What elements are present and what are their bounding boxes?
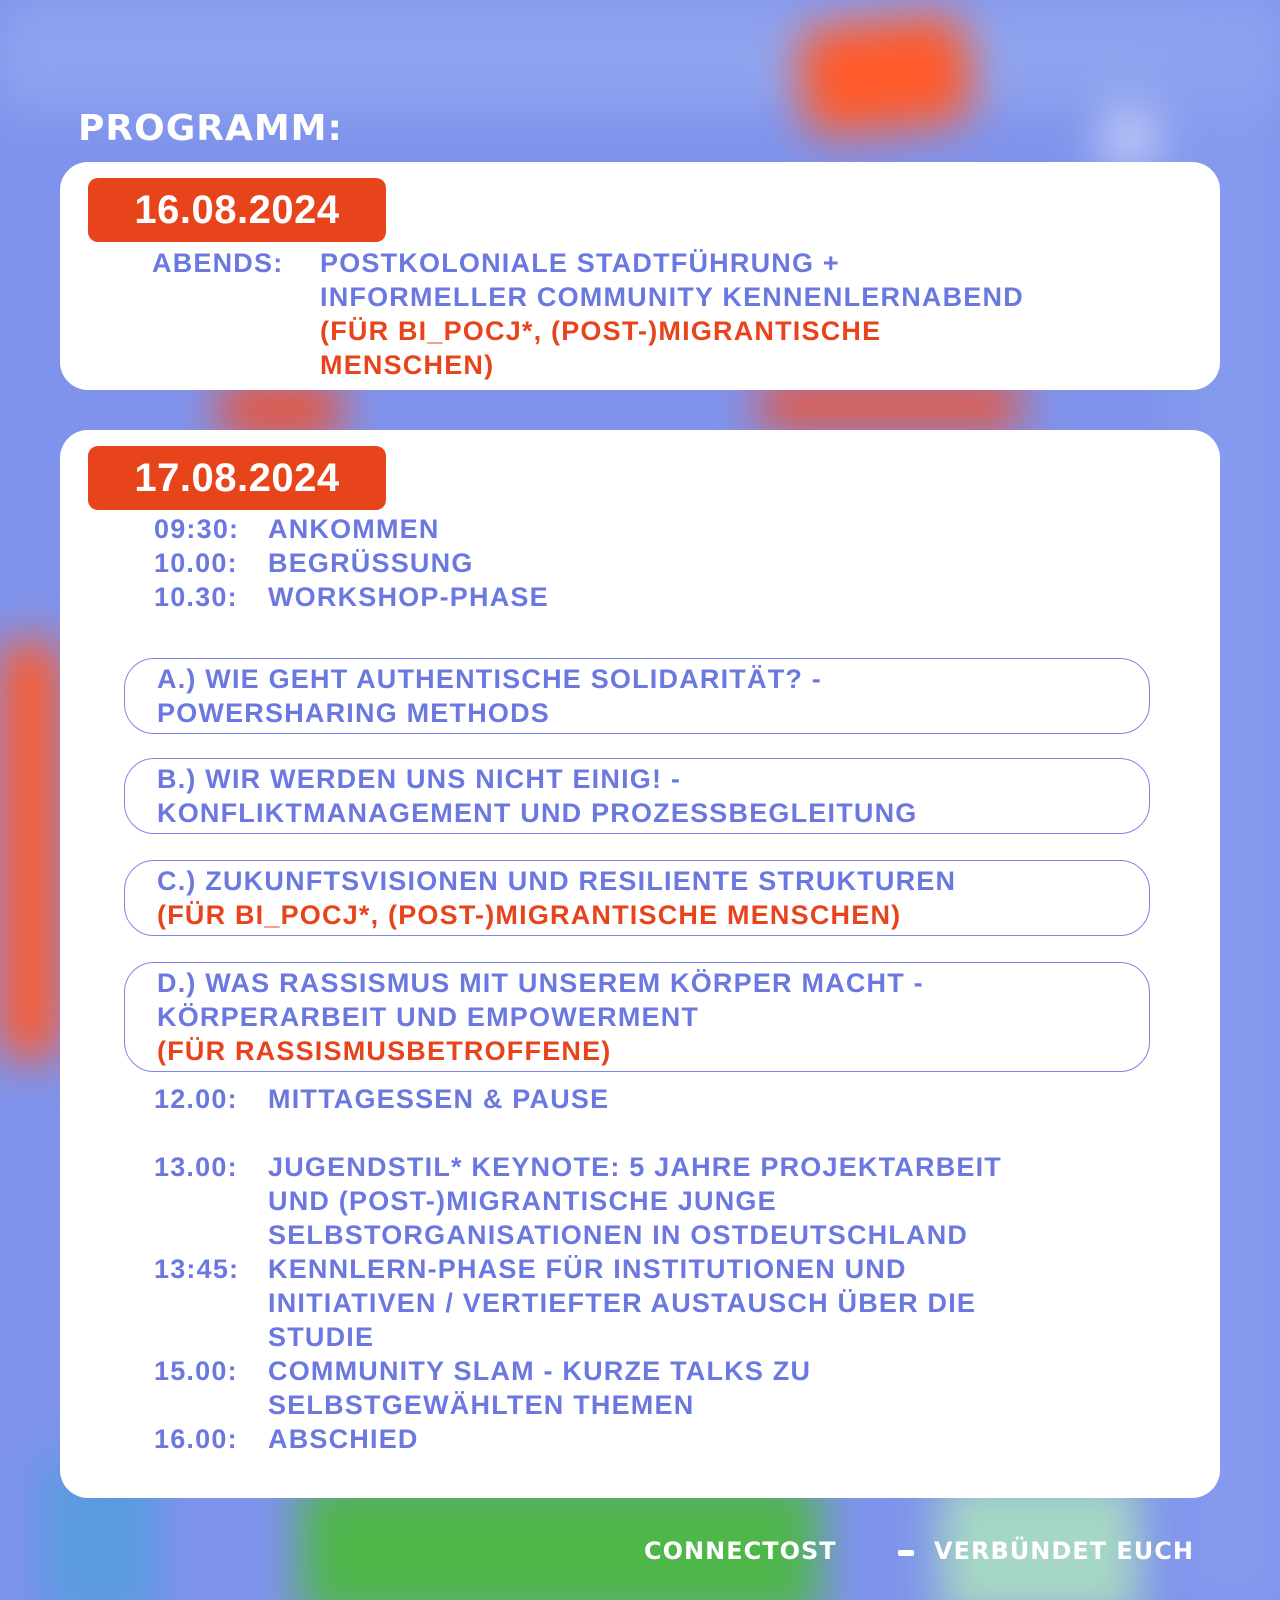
day2-card <box>60 430 1220 1498</box>
workshop-d-line2: KÖRPERARBEIT UND EMPOWERMENT <box>157 1002 700 1032</box>
schedule-time: 10.30: <box>154 582 238 612</box>
kennlern-line3: STUDIE <box>268 1322 375 1352</box>
day1-line2: INFORMELLER COMMUNITY KENNENLERNABEND <box>320 282 1024 312</box>
keynote-line1: JUGENDSTIL* KEYNOTE: 5 JAHRE PROJEKTARBEIT <box>268 1152 1002 1182</box>
day1-note-line1: (FÜR BI_POCJ*, (POST-)MIGRANTISCHE <box>320 316 882 346</box>
day1-note-line2: MENSCHEN) <box>320 350 495 380</box>
footer-brand: CONNECTOST <box>644 1537 837 1565</box>
page-title: PROGRAMM: <box>78 108 343 149</box>
workshop-a <box>124 658 1150 734</box>
workshop-b-line2: KONFLIKTMANAGEMENT UND PROZESSBEGLEITUNG <box>157 798 918 828</box>
schedule-time: 12.00: <box>154 1084 238 1114</box>
kennlern-line1: KENNLERN-PHASE FÜR INSTITUTIONEN UND <box>268 1254 907 1284</box>
footer-separator <box>898 1550 914 1556</box>
footer-slogan: VERBÜNDET EUCH <box>934 1537 1194 1565</box>
workshop-d-note: (FÜR RASSISMUSBETROFFENE) <box>157 1036 612 1066</box>
workshop-d-line1: D.) WAS RASSISMUS MIT UNSEREM KÖRPER MACHT - <box>157 968 924 998</box>
schedule-time: 15.00: <box>154 1356 238 1386</box>
workshop-c <box>124 860 1150 936</box>
workshop-a-line1: A.) WIE GEHT AUTHENTISCHE SOLIDARITÄT? - <box>157 664 822 694</box>
schedule-text: WORKSHOP-PHASE <box>268 582 549 612</box>
workshop-b <box>124 758 1150 834</box>
day2-date-badge: 17.08.2024 <box>88 446 386 510</box>
schedule-text: ANKOMMEN <box>268 514 440 544</box>
slam-line1: COMMUNITY SLAM - KURZE TALKS ZU <box>268 1356 812 1386</box>
workshop-b-line1: B.) WIR WERDEN UNS NICHT EINIG! - <box>157 764 682 794</box>
day1-card <box>60 162 1220 390</box>
schedule-text: MITTAGESSEN & PAUSE <box>268 1084 610 1114</box>
workshop-d <box>124 962 1150 1072</box>
day1-time: ABENDS: <box>152 248 284 278</box>
slam-line2: SELBSTGEWÄHLTEN THEMEN <box>268 1390 695 1420</box>
workshop-a-line2: POWERSHARING METHODS <box>157 698 551 728</box>
day1-line1: POSTKOLONIALE STADTFÜHRUNG + <box>320 248 840 278</box>
workshop-c-line1: C.) ZUKUNFTSVISIONEN UND RESILIENTE STRUKTUREN <box>157 866 957 896</box>
schedule-text: ABSCHIED <box>268 1424 419 1454</box>
schedule-time: 09:30: <box>154 514 240 544</box>
kennlern-line2: INITIATIVEN / VERTIEFTER AUSTAUSCH ÜBER DIE <box>268 1288 977 1318</box>
workshop-c-note: (FÜR BI_POCJ*, (POST-)MIGRANTISCHE MENSCHEN) <box>157 900 902 930</box>
schedule-time: 10.00: <box>154 548 238 578</box>
schedule-time: 16.00: <box>154 1424 238 1454</box>
schedule-time: 13.00: <box>154 1152 238 1182</box>
day1-date-badge: 16.08.2024 <box>88 178 386 242</box>
schedule-time: 13:45: <box>154 1254 240 1284</box>
schedule-text: BEGRÜSSUNG <box>268 548 474 578</box>
keynote-line3: SELBSTORGANISATIONEN IN OSTDEUTSCHLAND <box>268 1220 969 1250</box>
keynote-line2: UND (POST-)MIGRANTISCHE JUNGE <box>268 1186 777 1216</box>
